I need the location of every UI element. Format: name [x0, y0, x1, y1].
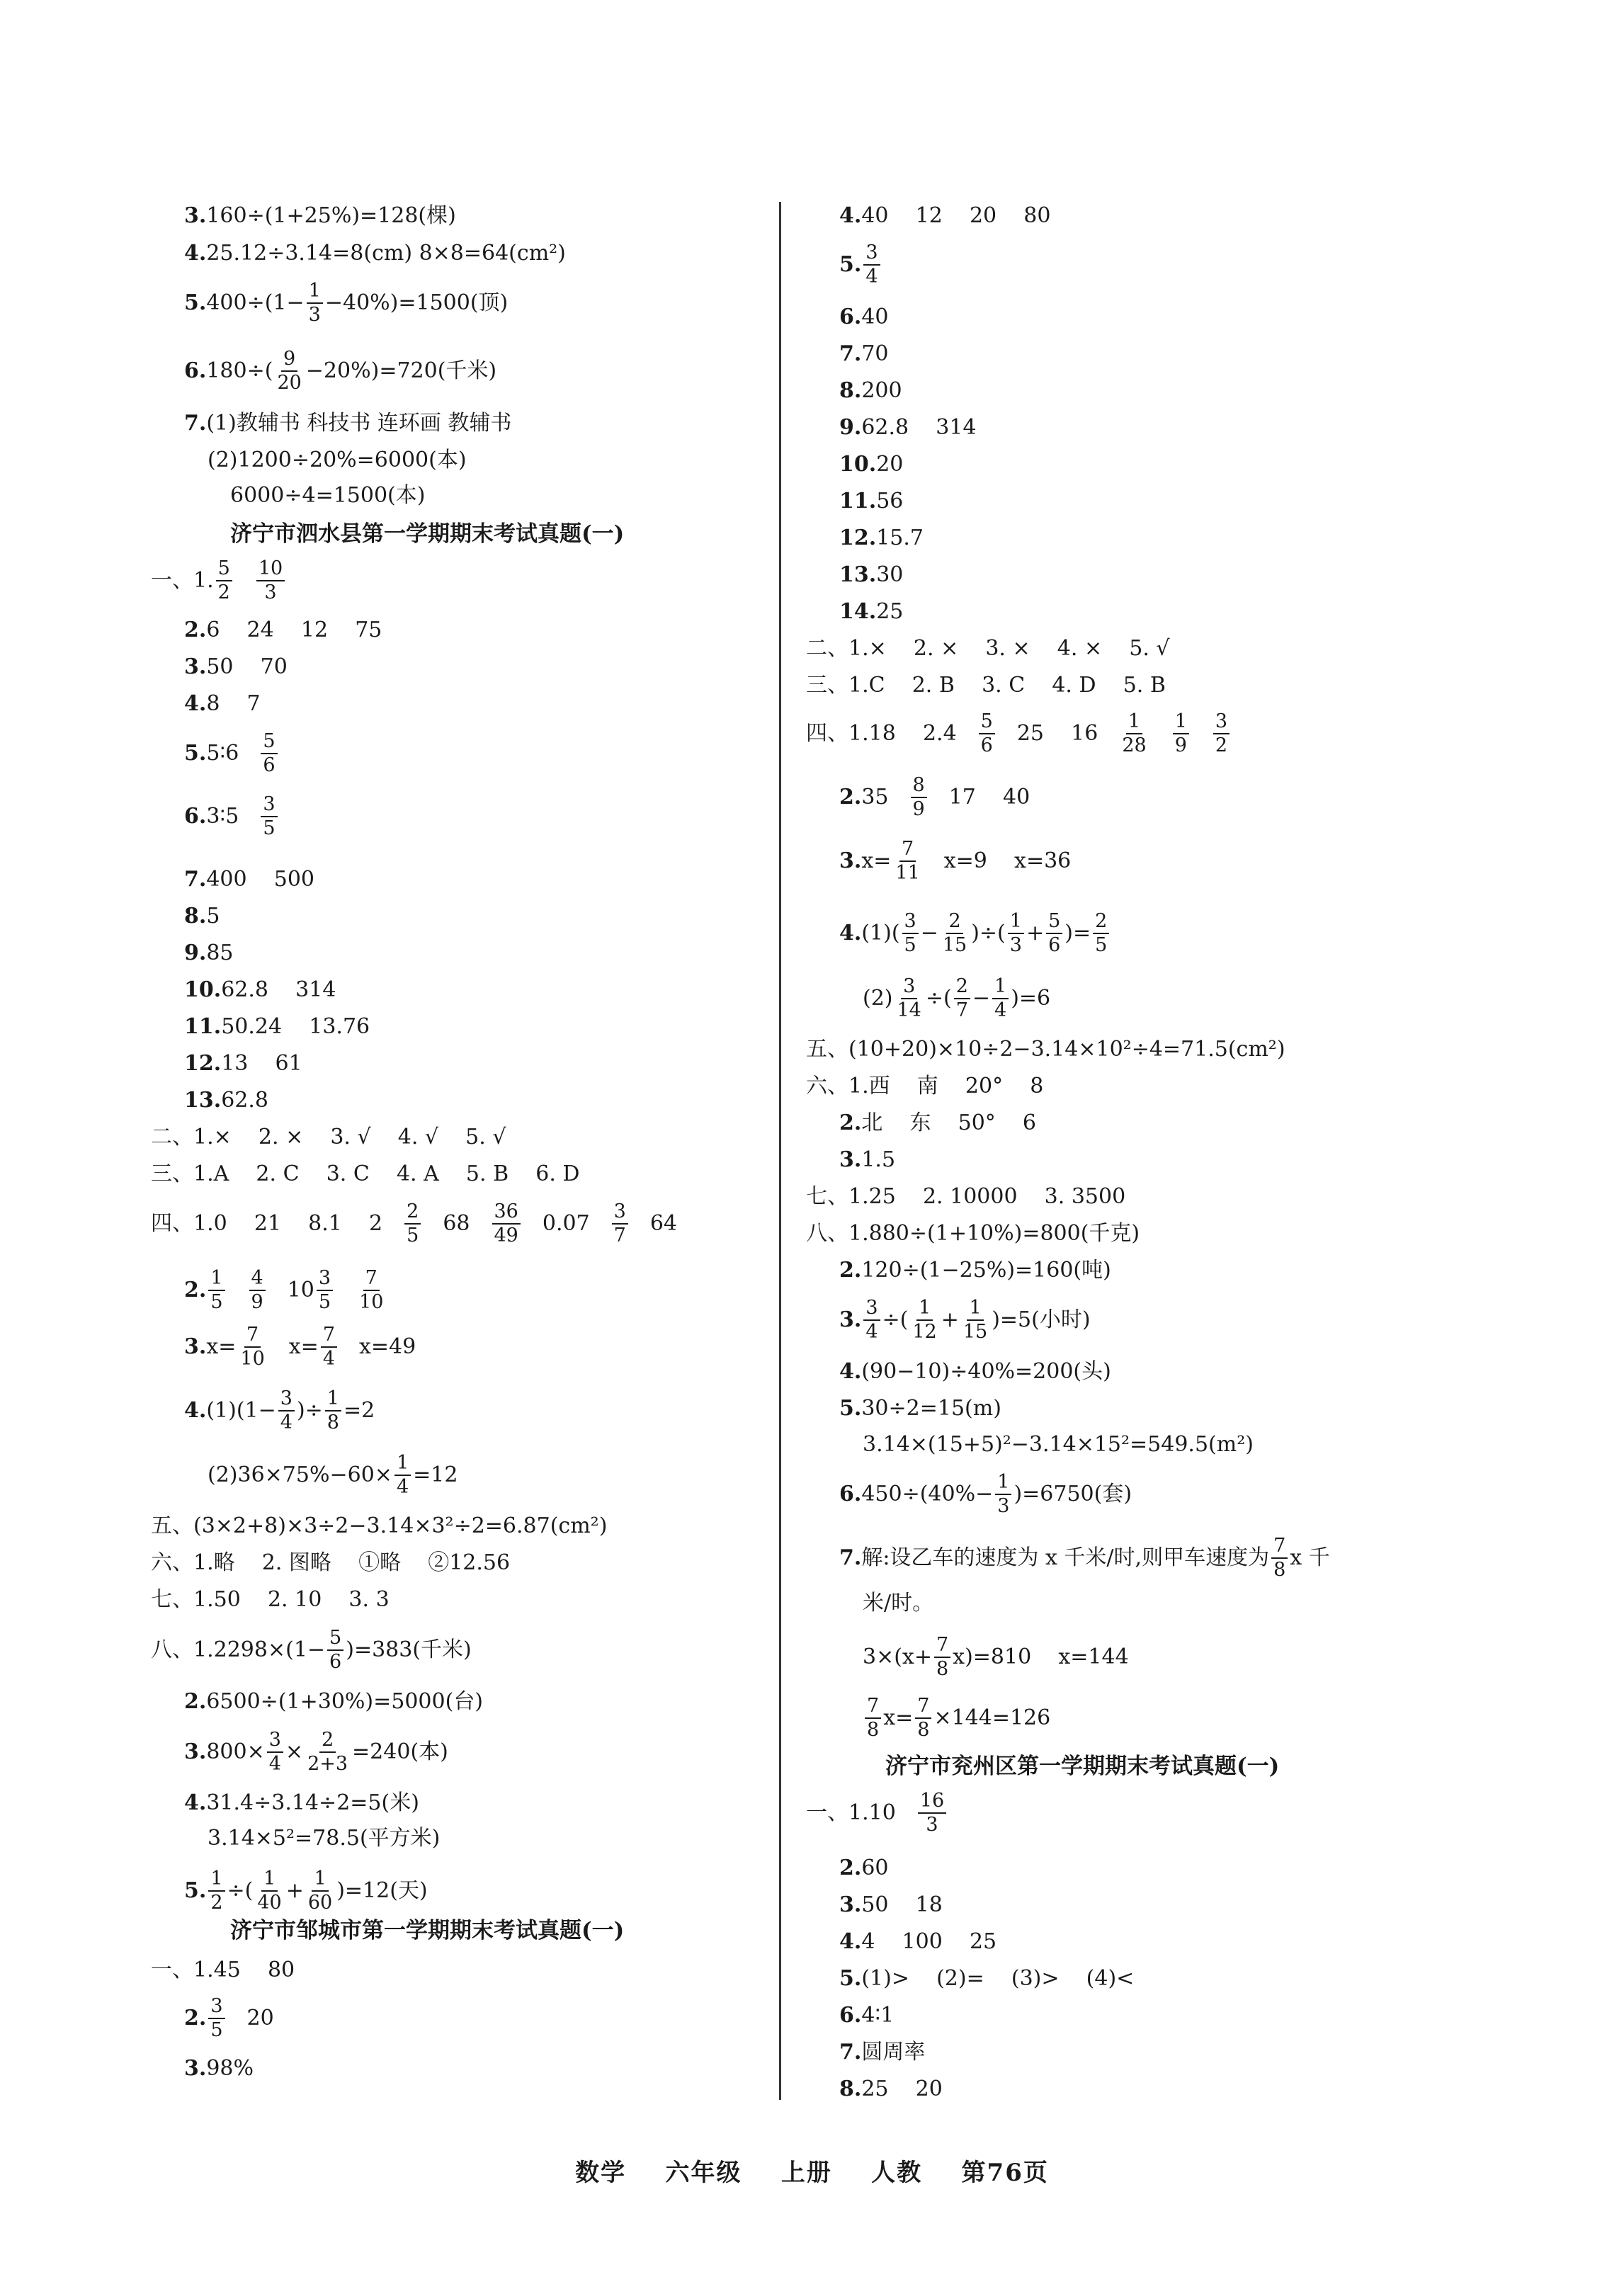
answer-line: 5. 400÷(1− $\frac{1}{3}$ −40%)=1500(顶) [184, 280, 509, 326]
answer-line: 2. 6500÷(1+30%)=5000(台) [184, 1689, 484, 1714]
answer-line: 3. 1.5 [839, 1147, 896, 1172]
answer-line: 八、1. 2298×(1− $\frac{5}{6}$ )=383(千米) [151, 1627, 472, 1673]
answer-line: 2. $\frac{3}{5}$ 20 [184, 1995, 274, 2041]
answer-line: 3. x= $\frac{7}{11}$ x=9 x=36 [839, 838, 1072, 884]
answer-line: 3. $\frac{3}{4}$ ÷( $\frac{1}{12}$ + $\frac{1}{15}$ )=5(小时) [839, 1297, 1091, 1343]
fraction: $\frac{7}{11}$ [895, 838, 920, 884]
answer-line: 9. 62.8 314 [839, 415, 977, 440]
answer-line: 4. (90−10)÷40%=200(头) [839, 1359, 1111, 1384]
fraction: $\frac{7}{4}$ [321, 1324, 337, 1370]
fraction: $\frac{1}{28}$ [1122, 710, 1147, 756]
answer-line: 2. 35 $\frac{8}{9}$ 17 40 [839, 774, 1030, 820]
answer-line: 2. $\frac{1}{5}$ $\frac{4}{9}$ 10 $\frac{3}{5}$ $\frac{7}{10}$ [184, 1262, 387, 1319]
answer-line: 二、1. × 2. × 3. × 4. × 5. √ [806, 636, 1170, 661]
answer-line: 2. 120÷(1−25%)=160(吨) [839, 1258, 1111, 1283]
answer-line: 五、(3×2+8)×3÷2−3.14×3²÷2=6.87(cm²) [151, 1513, 608, 1538]
answer-line: 3.14×(15+5)²−3.14×15²=549.5(m²) [863, 1432, 1254, 1457]
section-heading-sishui: 济宁市泗水县第一学期期末考试真题(一) [230, 521, 625, 547]
fraction: $\frac{3}{4}$ [267, 1729, 283, 1776]
answer-line: 7. 解:设乙车的速度为 x 千米/时,则甲车速度为 $\frac{7}{8}$ x 千 [839, 1535, 1330, 1581]
answer-line: 七、1. 50 2. 10 3. 3 [151, 1587, 390, 1612]
fraction: $\frac{5}{6}$ [1046, 910, 1062, 957]
answer-line: 3. 800× $\frac{3}{4}$ × $\frac{2}{2+3}$ =240(本) [184, 1729, 448, 1775]
answer-line: 5. 30÷2=15(m) [839, 1396, 1001, 1421]
fraction: $\frac{9}{20}$ [277, 348, 302, 394]
answer-line: 3×(x+ $\frac{7}{8}$ x)=810 x=144 [863, 1634, 1129, 1680]
answer-line: 7. 400 500 [184, 867, 314, 892]
answer-line: 10. 62.8 314 [184, 977, 336, 1002]
answer-line: 一、1. 45 80 [151, 1958, 295, 1982]
fraction: $\frac{2}{15}$ [942, 910, 967, 956]
answer-line: 5. (1)> (2)= (3)> (4)< [839, 1966, 1135, 1991]
fraction: $\frac{1}{9}$ [1173, 710, 1189, 757]
fraction: $\frac{4}{9}$ [249, 1267, 266, 1314]
section-heading-zoucheng: 济宁市邹城市第一学期期末考试真题(一) [230, 1918, 625, 1943]
answer-line: 13. 30 [839, 562, 904, 587]
answer-line: 六、1. 西 南 20° 8 [806, 1074, 1044, 1098]
answer-line: (2) $\frac{3}{14}$ ÷( $\frac{2}{7}$ − $\frac{1}{4}$ )=6 [863, 975, 1051, 1021]
fraction: $\frac{5}{6}$ [327, 1627, 343, 1674]
fraction: $\frac{5}{6}$ [979, 710, 995, 757]
answer-line: 四、1. 18 2.4 $\frac{5}{6}$ 25 16 $\frac{1}{28}$ $\frac{1}{9}$ $\frac{3}{2}$ [806, 705, 1232, 762]
answer-line: 13. 62.8 [184, 1088, 268, 1113]
answer-line: (2)1200÷20%=6000(本) [208, 448, 467, 472]
fraction: $\frac{1}{2}$ [208, 1868, 225, 1914]
fraction: $\frac{3}{5}$ [902, 910, 919, 957]
fraction: $\frac{8}{9}$ [911, 774, 927, 821]
fraction: $\frac{2}{7}$ [954, 975, 970, 1022]
section-heading-yanzhou: 济宁市兖州区第一学期期末考试真题(一) [885, 1754, 1280, 1779]
answer-line: 八、1. 880÷(1+10%)=800(千克) [806, 1221, 1140, 1246]
fraction: $\frac{16}{3}$ [918, 1790, 946, 1836]
answer-line: 4. 40 12 20 80 [839, 203, 1051, 228]
answer-line: 3. x= $\frac{7}{10}$ x= $\frac{7}{4}$ x=49 [184, 1324, 416, 1370]
fraction: $\frac{5}{2}$ [216, 557, 232, 604]
answer-line: 4. 31.4÷3.14÷2=5(米) [184, 1790, 419, 1815]
fraction: $\frac{7}{8}$ [915, 1695, 931, 1742]
answer-line: 4. 8 7 [184, 691, 261, 716]
fraction: $\frac{36}{49}$ [492, 1200, 521, 1247]
answer-line: 6. 180÷( $\frac{9}{20}$ −20%)=720(千米) [184, 348, 497, 394]
fraction: $\frac{7}{8}$ [1271, 1535, 1288, 1581]
fraction: $\frac{2}{5}$ [1093, 910, 1109, 957]
fraction: $\frac{1}{8}$ [325, 1387, 341, 1434]
answer-line: 12. 15.7 [839, 526, 924, 550]
answer-line: 七、1. 25 2. 10000 3. 3500 [806, 1184, 1126, 1209]
answer-line: 6. 3∶5 $\frac{3}{5}$ [184, 788, 280, 845]
fraction: $\frac{1}{15}$ [963, 1297, 988, 1343]
answer-line: 六、1. 略 2. 图略 ①略 ②12.56 [151, 1550, 511, 1575]
answer-line: 4. (1)( $\frac{3}{5}$ − $\frac{2}{15}$ )÷( $\frac{1}{3}$ + $\frac{5}{6}$ )= $\frac{2}{5}$ [839, 905, 1111, 962]
fraction: $\frac{3}{5}$ [317, 1267, 333, 1314]
answer-line: 一、1. $\frac{5}{2}$ $\frac{10}{3}$ [151, 552, 287, 609]
answer-line: 三、1. C 2. B 3. C 4. D 5. B [806, 673, 1166, 698]
answer-line: $\frac{7}{8}$ x= $\frac{7}{8}$ ×144=126 [863, 1690, 1050, 1746]
answer-line: 8. 25 20 [839, 2077, 943, 2101]
fraction: $\frac{1}{40}$ [257, 1868, 282, 1914]
fraction: $\frac{7}{8}$ [934, 1634, 950, 1681]
fraction: $\frac{7}{8}$ [865, 1695, 881, 1742]
fraction: $\frac{3}{7}$ [612, 1200, 628, 1247]
answer-line: 三、1. A 2. C 3. C 4. A 5. B 6. D [151, 1161, 580, 1186]
answer-line: 3.14×5²=78.5(平方米) [208, 1826, 441, 1851]
fraction: $\frac{7}{10}$ [359, 1267, 384, 1313]
fraction: $\frac{3}{4}$ [863, 1297, 880, 1344]
answer-line: (2)36×75%−60× $\frac{1}{4}$ =12 [208, 1452, 458, 1498]
answer-line: 14. 25 [839, 599, 904, 624]
right-column [806, 0, 1548, 2181]
fraction: $\frac{1}{3}$ [307, 280, 323, 326]
answer-line: 3. 50 70 [184, 654, 288, 679]
answer-line: 五、(10+20)×10÷2−3.14×10²÷4=71.5(cm²) [806, 1037, 1285, 1062]
fraction: $\frac{5}{6}$ [261, 730, 277, 777]
fraction: $\frac{3}{5}$ [261, 793, 277, 840]
page-footer: 数学 六年级 上册 人教 第76页 [575, 2159, 1049, 2187]
answer-line: 6. 40 [839, 305, 889, 329]
answer-line: 6000÷4=1500(本) [230, 483, 426, 508]
column-divider [779, 202, 781, 2100]
fraction: $\frac{3}{5}$ [208, 1995, 225, 2042]
fraction: $\frac{1}{3}$ [995, 1471, 1011, 1518]
fraction: $\frac{1}{3}$ [1008, 910, 1024, 957]
answer-line: 7. 70 [839, 341, 889, 366]
answer-line: 四、1. 0 21 8.1 2 $\frac{2}{5}$ 68 $\frac{36}{49}$ 0.07 $\frac{3}{7}$ 64 [151, 1200, 678, 1246]
answer-line: 米/时。 [863, 1591, 934, 1615]
answer-line: 4. 4 100 25 [839, 1929, 997, 1954]
answer-line: 5. 5∶6 $\frac{5}{6}$ [184, 725, 280, 782]
fraction: $\frac{1}{12}$ [912, 1297, 937, 1343]
answer-line: 5. $\frac{1}{2}$ ÷( $\frac{1}{40}$ + $\frac{1}{60}$ )=12(天) [184, 1868, 428, 1914]
answer-line: 5. $\frac{3}{4}$ [839, 237, 882, 293]
fraction: $\frac{10}{3}$ [256, 557, 285, 604]
answer-line: 6. 4∶1 [839, 2003, 895, 2028]
fraction: $\frac{3}{4}$ [278, 1387, 295, 1434]
fraction: $\frac{3}{4}$ [863, 242, 880, 288]
answer-line: 3. 50 18 [839, 1892, 943, 1917]
answer-line: 2. 北 东 50° 6 [839, 1111, 1037, 1135]
answer-line: 3. 160÷(1+25%)=128(棵) [184, 203, 456, 228]
answer-line: 2. 6 24 12 75 [184, 618, 382, 642]
fraction: $\frac{2}{2+3}$ [307, 1729, 348, 1775]
answer-line: 11. 50.24 13.76 [184, 1014, 370, 1039]
answer-line: 9. 85 [184, 941, 234, 965]
answer-line: 7. 圆周率 [839, 2040, 926, 2064]
answer-line: 6. 450÷(40%− $\frac{1}{3}$ )=6750(套) [839, 1471, 1132, 1517]
answer-line: 4. 25.12÷3.14=8(cm) 8×8=64(cm²) [184, 241, 566, 266]
answer-line: 一、1. 10 $\frac{16}{3}$ [806, 1785, 948, 1841]
fraction: $\frac{3}{14}$ [897, 975, 921, 1021]
fraction: $\frac{1}{4}$ [394, 1452, 411, 1499]
answer-line: 8. 5 [184, 904, 220, 928]
fraction: $\frac{7}{10}$ [240, 1324, 265, 1370]
answer-line: 2. 60 [839, 1856, 889, 1880]
answer-line: 11. 56 [839, 489, 904, 513]
left-column [151, 0, 895, 2181]
fraction: $\frac{1}{5}$ [208, 1267, 225, 1314]
fraction: $\frac{1}{60}$ [307, 1868, 333, 1914]
fraction: $\frac{1}{4}$ [992, 975, 1009, 1022]
answer-line: 8. 200 [839, 378, 902, 403]
fraction: $\frac{3}{2}$ [1213, 710, 1230, 757]
answer-line: 10. 20 [839, 452, 904, 477]
answer-line: 4. (1)(1− $\frac{3}{4}$ )÷ $\frac{1}{8}$ =2 [184, 1387, 375, 1433]
fraction: $\frac{2}{5}$ [404, 1200, 421, 1247]
answer-line: 3. 98% [184, 2056, 254, 2081]
answer-line: 12. 13 61 [184, 1051, 302, 1076]
answer-line: 二、1. × 2. × 3. √ 4. √ 5. √ [151, 1125, 506, 1149]
answer-line: 7. (1)教辅书 科技书 连环画 教辅书 [184, 411, 512, 436]
